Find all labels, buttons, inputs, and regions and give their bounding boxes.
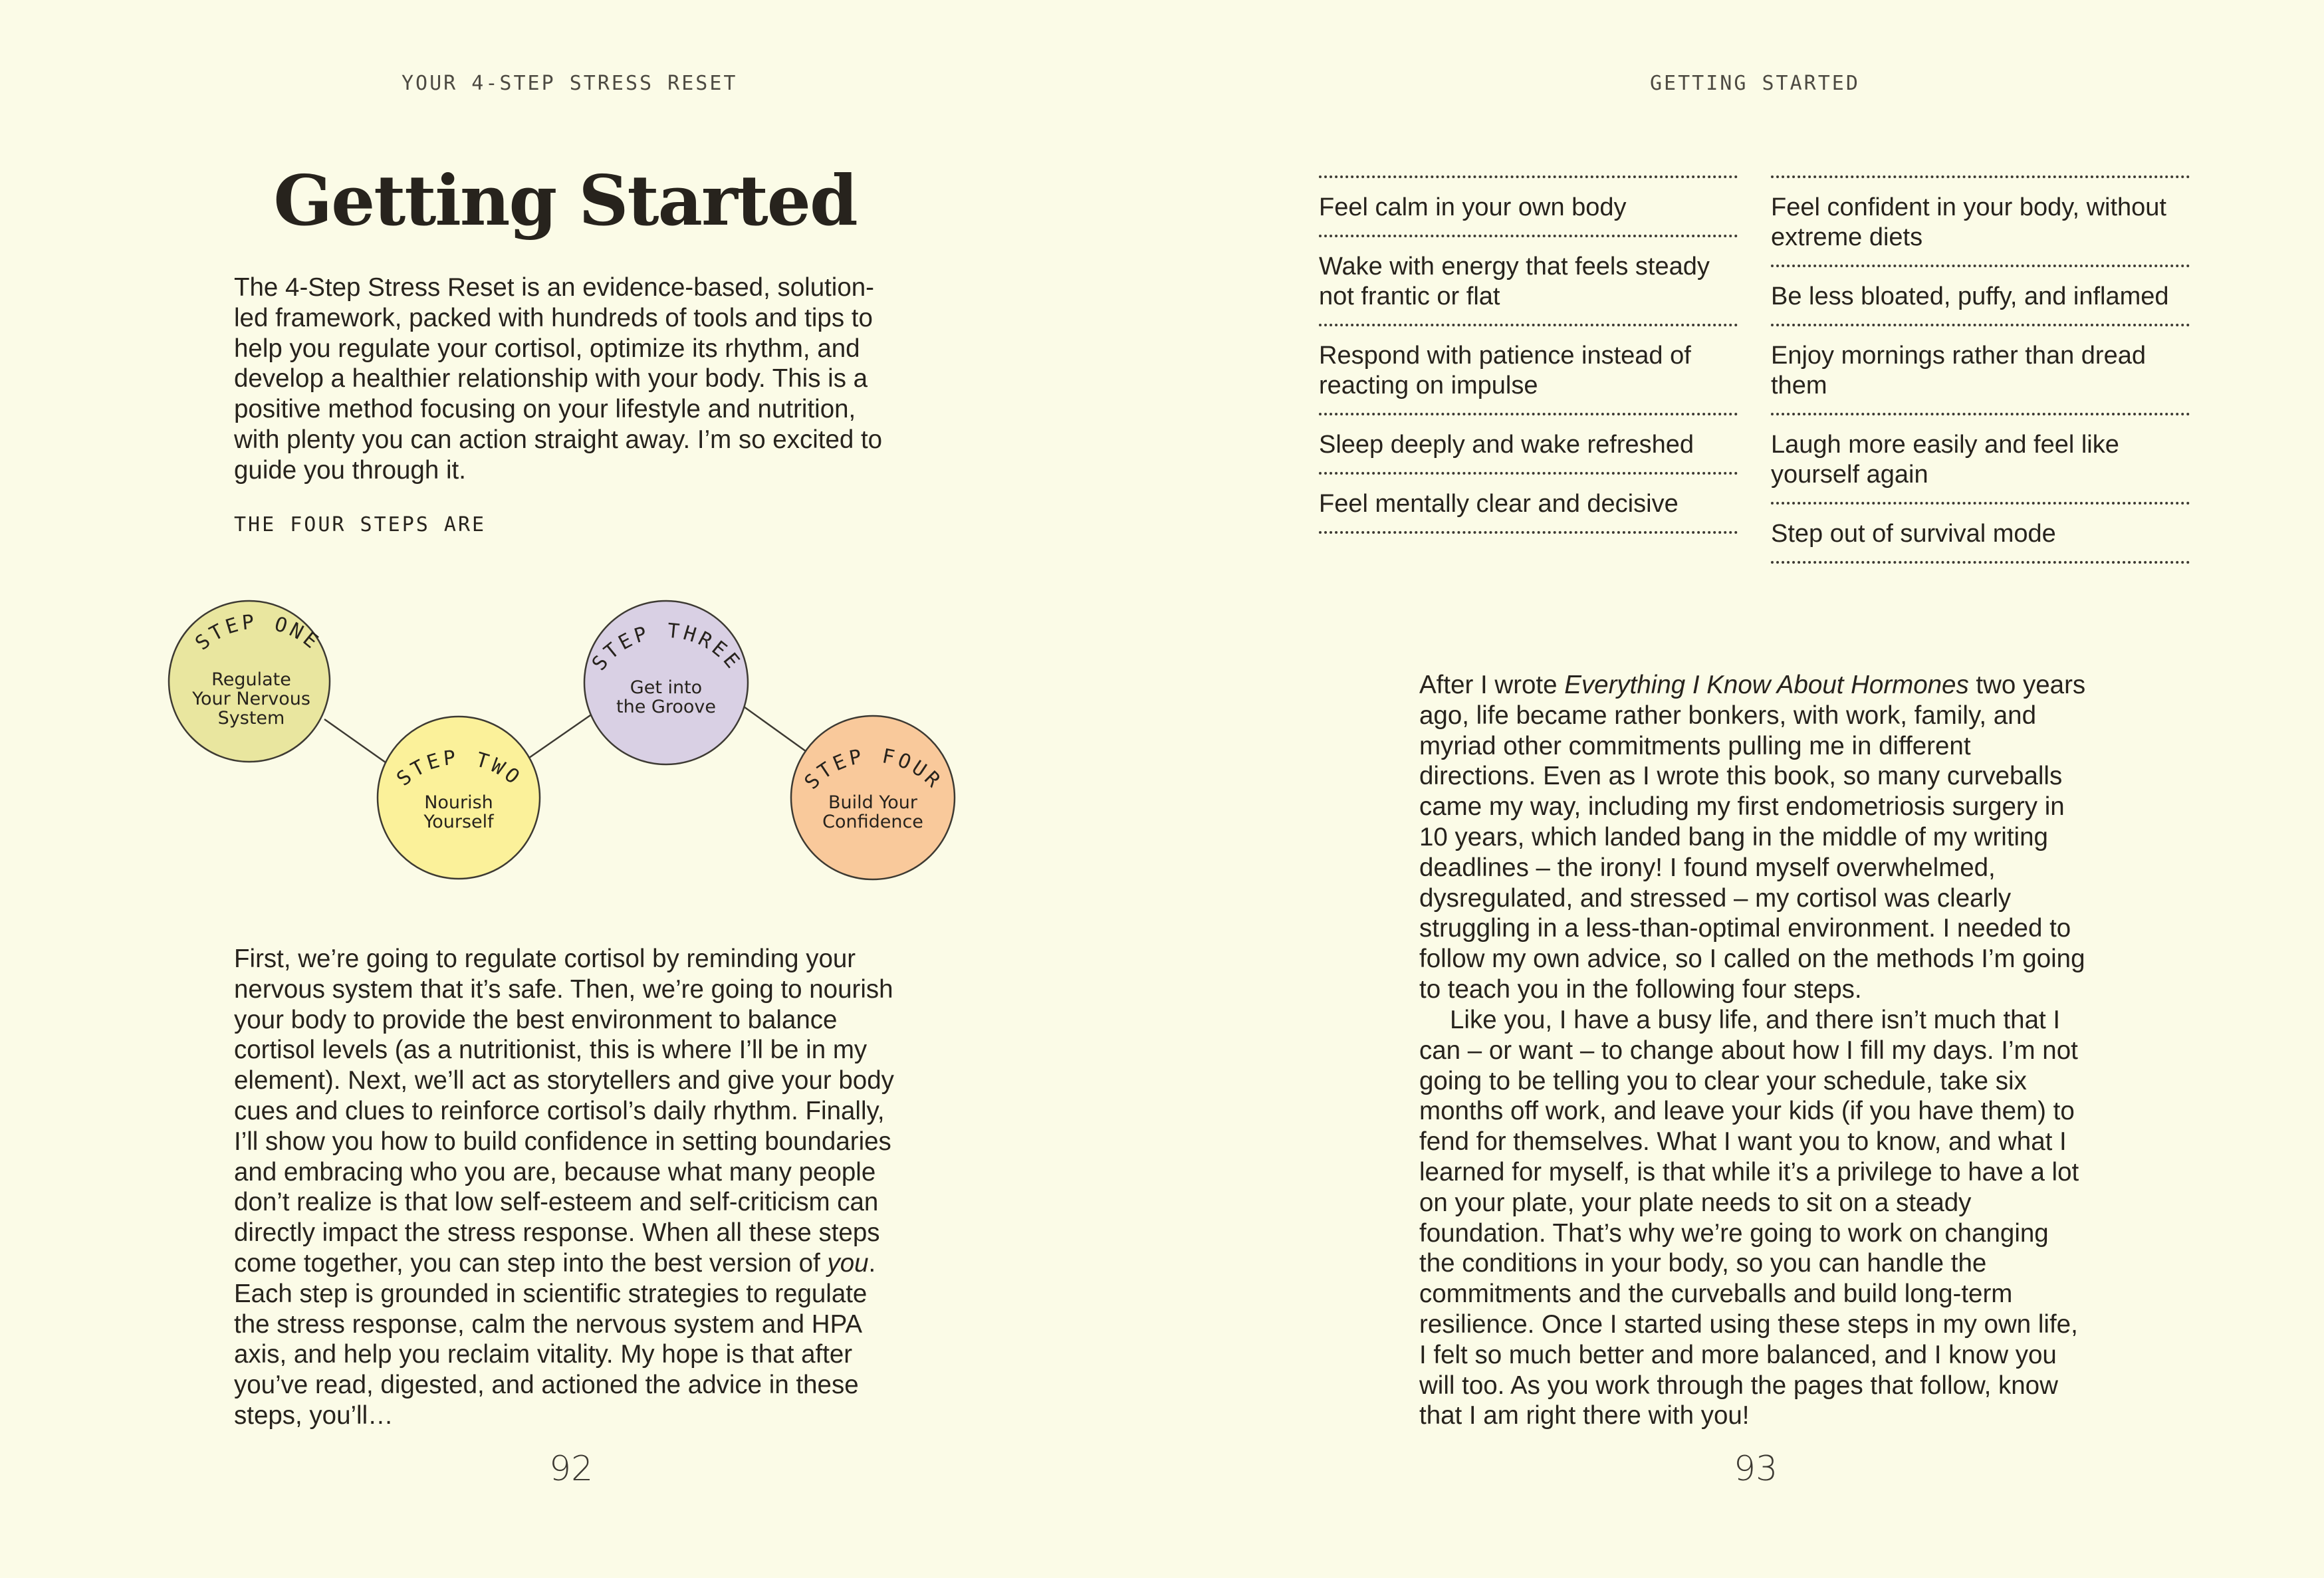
step-three-line1: Get into	[630, 677, 703, 698]
step-three-line2: the Groove	[616, 697, 716, 717]
body-text-part1: First, we’re going to regulate cortisol by reminding your nervous system that it’s safe. Then, we’re going to nourish your body to provide the best environment to balance cortisol levels (as a nutritionist, this is where I’ll be in my element). Next, we’ll act as storytellers and give your body cues and clues to reinforce cortisol’s daily rhythm. Finally, I’ll show you how to build confidence in setting boundaries and embracing who you are, because what many people don’t realize is that low self-esteem and self-criticism can directly impact the stress response. When all these steps come together, you can step into the best version of	[234, 945, 894, 1278]
connector-line	[324, 719, 386, 762]
step-one-circle	[169, 601, 330, 762]
step-three-label: STEP THREE	[587, 619, 747, 675]
intro-paragraph: The 4-Step Stress Reset is an evidence-based, solution-led framework, packed with hundreds of tools and tips to help you regulate your cortisol, optimize its rhythm, and develop a healthier relationship with your body. This is a positive method focusing on your lifestyle and nutrition, with plenty you can action straight away. I’m so excited to guide you through it.	[234, 273, 883, 485]
step-two-label: STEP TWO	[392, 746, 526, 791]
page-number-left: 92	[549, 1449, 594, 1489]
step-one-line1: Regulate	[211, 669, 291, 690]
dotted-rule	[1319, 531, 1738, 534]
steps-heading: THE FOUR STEPS ARE	[234, 513, 487, 536]
list-item: Enjoy mornings rather than dread them	[1771, 342, 2146, 399]
dotted-rule	[1771, 561, 2190, 564]
step-one-label: STEP ONE	[191, 610, 325, 655]
page-title: Getting Started	[273, 160, 857, 241]
connector-line	[529, 713, 594, 758]
running-head-right: GETTING STARTED	[1650, 72, 1860, 95]
list-item: Feel calm in your own body	[1319, 193, 1627, 221]
step-two-circle	[378, 717, 540, 879]
step-four-circle	[791, 716, 955, 879]
step-four-label: STEP FOUR	[800, 744, 947, 794]
connector-line	[742, 705, 806, 751]
p1-post: two years ago, life became rather bonkers, with work, family, and myriad other commitments pulling me in different directions. Even as I wrote this book, so many curveballs came my way, including my first endometriosis surgery in 10 years, which landed bang in the middle of my writing deadlines – the irony! I found myself overwhelmed, dysregulated, and stressed – my cortisol was clearly struggling in a less-than-optimal environment. I needed to follow my own advice, so I called on the methods I’m going to teach you in the following four steps.	[1419, 671, 2086, 1004]
list-item: Respond with patience instead of reacting on impulse	[1319, 342, 1691, 399]
step-two-line1: Nourish	[424, 792, 493, 813]
book-title-emphasis: Everything I Know About Hormones	[1564, 671, 1969, 699]
p1-pre: After I wrote	[1419, 671, 1565, 699]
list-item: Be less bloated, puffy, and inflamed	[1771, 282, 2169, 310]
list-item: Feel confident in your body, without extreme diets	[1771, 193, 2166, 251]
step-one-line2: Your Nervous	[192, 689, 310, 709]
list-item: Step out of survival mode	[1771, 520, 2056, 548]
step-two-line2: Yourself	[423, 812, 494, 832]
step-three-circle	[584, 601, 748, 764]
page-number-right: 93	[1734, 1449, 1778, 1489]
list-item: Wake with energy that feels steady not frantic or flat	[1319, 253, 1710, 310]
running-head-left: YOUR 4-STEP STRESS RESET	[402, 72, 738, 95]
list-item: Feel mentally clear and decisive	[1319, 490, 1679, 518]
body-paragraph-right-1	[1419, 670, 2091, 1005]
checklist-column-1	[1319, 175, 1738, 534]
step-four-line2: Confidence	[822, 812, 923, 832]
list-item: Sleep deeply and wake refreshed	[1319, 431, 1694, 459]
body-text-part2: . Each step is grounded in scientific strategies to regulate the stress response, calm the nervous system and HPA axis, and help you reclaim vitality. My hope is that after you’ve read, digested, and actioned the advice in these steps, you’ll…	[234, 1248, 876, 1430]
body-text-emphasis: you	[827, 1248, 869, 1278]
checklist-column-2	[1771, 175, 2190, 564]
list-item: Laugh more easily and feel like yourself again	[1771, 431, 2119, 489]
step-four-line1: Build Your	[828, 792, 917, 813]
step-one-line3: System	[217, 708, 285, 729]
body-paragraph-right-2: Like you, I have a busy life, and there isn’t much that I can – or want – to change about how I fill my days. I’m not going to be telling you to clear your schedule, take six months off work, and leave your kids (if you have them) to fend for themselves. What I want you to know, and what I learned for myself, is that while it’s a privilege to have a lot on your plate, your plate needs to sit on a steady foundation. That’s why we’re going to work on changing the conditions in your body, so you can handle the commitments and the curveballs and build long-term resilience. Once I started using these steps in my own life, I felt so much better and more balanced, and I know you will too. As you work through the pages that follow, know that I am right there with you!	[1419, 1006, 2079, 1430]
body-paragraph-left	[234, 944, 905, 1431]
